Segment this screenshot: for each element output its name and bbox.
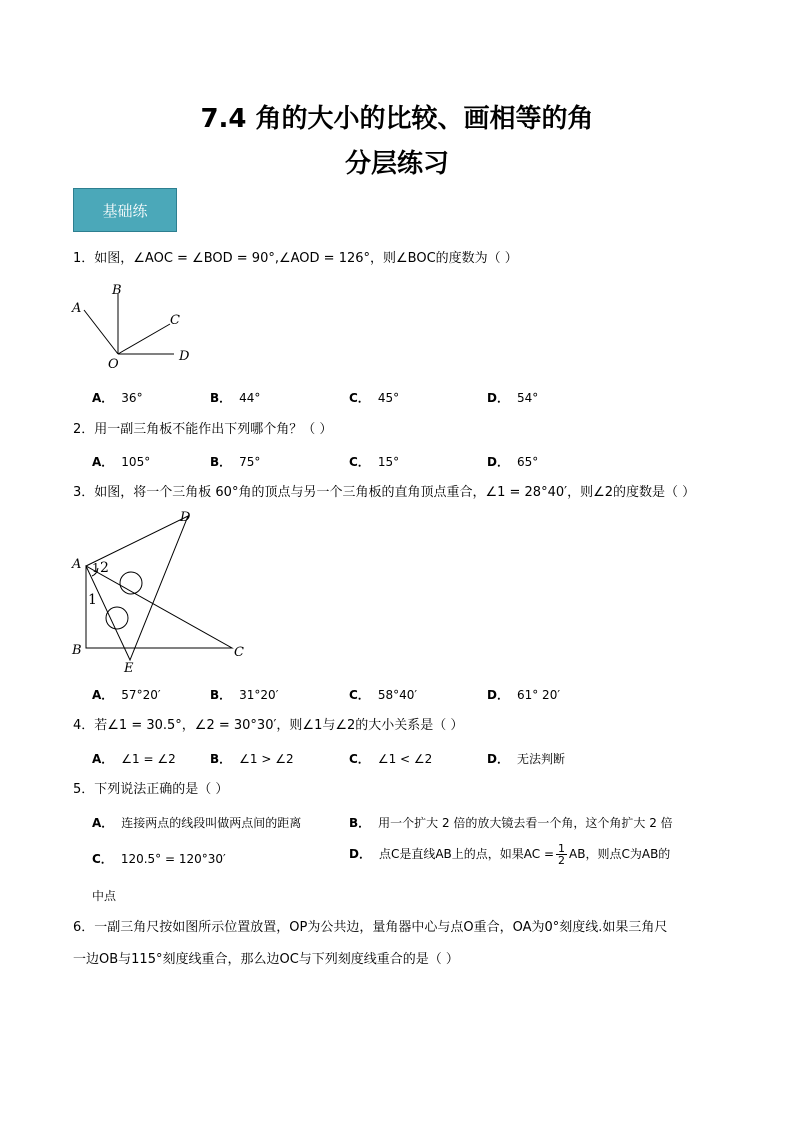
q5-option-b[interactable]: B． 用一个扩大 2 倍的放大镜去看一个角，这个角扩大 2 倍 — [349, 816, 673, 830]
question-5-text: 5．下列说法正确的是（ ） — [73, 782, 229, 797]
q3-option-c[interactable]: C． 58°40′ — [349, 688, 418, 702]
q2-option-a[interactable]: A． 105° — [92, 455, 151, 469]
label-c: C — [234, 645, 244, 660]
question-1-text: 1．如图，∠AOC = ∠BOD = 90°,∠AOD = 126°，则∠BOC的度数为（ ） — [73, 251, 518, 266]
label-a: A — [72, 557, 82, 572]
hole-upper — [120, 572, 142, 594]
question-6-text-line1: 6．一副三角尺按如图所示位置放置，OP为公共边，量角器中心与点O重合，OA为0°刻度线.如果三角尺 — [73, 920, 668, 935]
triangle-ade — [86, 516, 188, 660]
page-title: 7.4 角的大小的比较、画相等的角 — [200, 104, 594, 134]
hole-lower — [106, 607, 128, 629]
q5-option-a[interactable]: A． 连接两点的线段叫做两点间的距离 — [92, 816, 302, 830]
question-1-figure — [68, 282, 208, 372]
q4-option-a[interactable]: A． ∠1 = ∠2 — [92, 752, 176, 766]
label-o: O — [108, 357, 119, 372]
question-3-figure — [68, 508, 268, 678]
label-angle-2: 2 — [100, 560, 109, 576]
page-subtitle: 分层练习 — [344, 149, 449, 179]
label-c: C — [170, 313, 180, 328]
question-3-text: 3．如图，将一个三角板 60°角的顶点与另一个三角板的直角顶点重合，∠1 = 28°40′，则∠2的度数是（ ） — [73, 485, 696, 500]
q2-option-c[interactable]: C． 15° — [349, 455, 400, 469]
label-angle-1-top: 1 — [92, 561, 100, 575]
q1-option-b[interactable]: B． 44° — [210, 391, 261, 405]
label-e: E — [124, 661, 134, 676]
q3-option-a[interactable]: A． 57°20′ — [92, 688, 161, 702]
question-4-text: 4．若∠1 = 30.5°，∠2 = 30°30′，则∠1与∠2的大小关系是（ ） — [73, 718, 464, 733]
q3-option-d[interactable]: D． 61° 20′ — [487, 688, 561, 702]
label-a: A — [72, 301, 82, 316]
q4-option-b[interactable]: B． ∠1 > ∠2 — [210, 752, 294, 766]
label-angle-1: 1 — [88, 592, 97, 608]
ray-oa — [84, 310, 118, 354]
q4-option-d[interactable]: D． 无法判断 — [487, 752, 565, 766]
q3-option-b[interactable]: B． 31°20′ — [210, 688, 279, 702]
fraction-one-half: $\frac{1}{2}$ — [558, 842, 566, 867]
q5-option-d[interactable]: D． 点C是直线AB上的点，如果AC = $\frac{1}{2}$ AB，则点C为AB的 — [349, 842, 671, 867]
label-d: D — [180, 510, 191, 525]
question-6-text-line2: 一边OB与115°刻度线重合，那么边OC与下列刻度线重合的是（ ） — [73, 952, 459, 967]
q2-option-b[interactable]: B． 75° — [210, 455, 261, 469]
question-2-text: 2．用一副三角板不能作出下列哪个角？（ ） — [73, 422, 333, 437]
label-b: B — [112, 283, 122, 298]
triangle-abc — [86, 566, 232, 648]
label-d: D — [179, 349, 190, 364]
ray-oc — [118, 324, 170, 354]
label-b: B — [72, 643, 82, 658]
q4-option-c[interactable]: C． ∠1 < ∠2 — [349, 752, 433, 766]
q2-option-d[interactable]: D． 65° — [487, 455, 539, 469]
q1-option-c[interactable]: C． 45° — [349, 391, 400, 405]
q5-option-c[interactable]: C． 120.5° = 120°30′ — [92, 852, 226, 866]
q5-option-d-continued: 中点 — [92, 889, 117, 903]
q1-option-a[interactable]: A． 36° — [92, 391, 143, 405]
section-badge: 基础练 — [73, 188, 177, 232]
q1-option-d[interactable]: D． 54° — [487, 391, 539, 405]
